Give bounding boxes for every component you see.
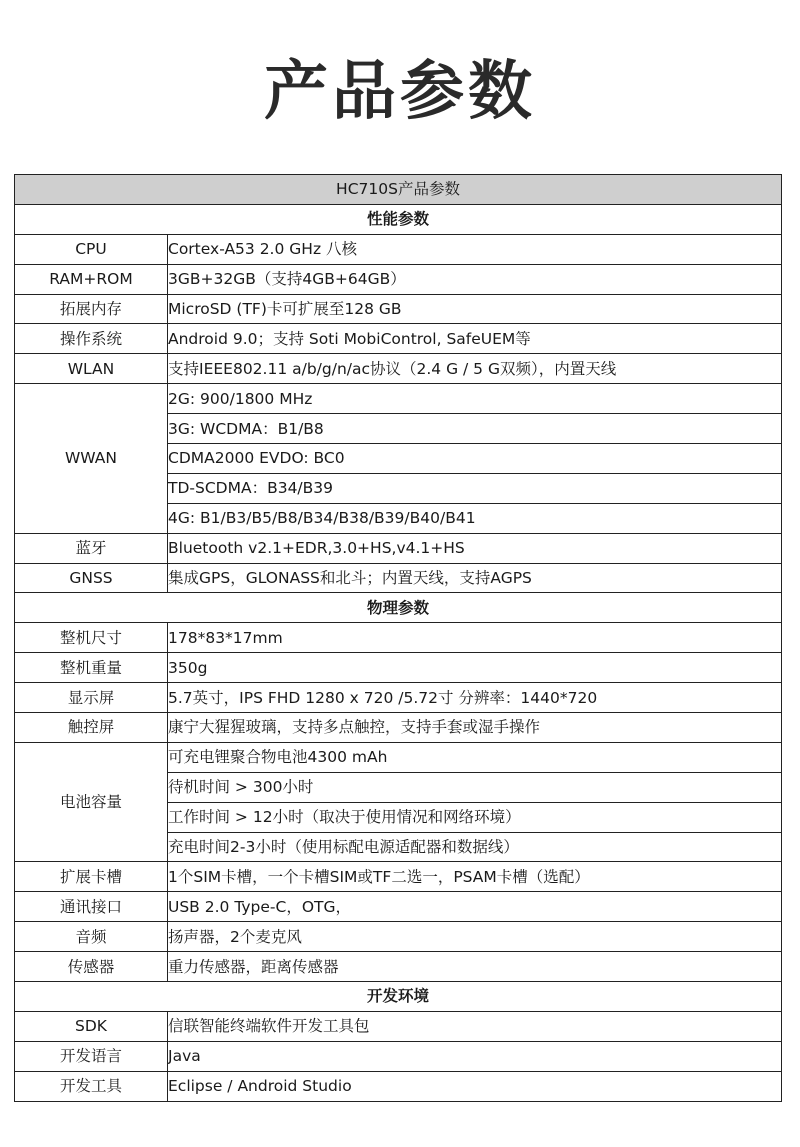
section-header-row (15, 982, 782, 1012)
spec-label: 拓展内存 (15, 294, 168, 324)
spec-value: 5.7英寸，IPS FHD 1280 x 720 /5.72寸 分辨率：1440*720 (168, 683, 782, 713)
spec-label: 开发语言 (15, 1041, 168, 1071)
section-title: 开发环境 (15, 982, 782, 1012)
spec-value: Android 9.0；支持 Soti MobiControl, SafeUEM等 (168, 324, 782, 354)
spec-value: TD-SCDMA：B34/B39 (168, 473, 782, 503)
spec-value: Java (168, 1041, 782, 1071)
spec-value: 重力传感器，距离传感器 (168, 952, 782, 982)
spec-value: 1个SIM卡槽，一个卡槽SIM或TF二选一，PSAM卡槽（选配） (168, 862, 782, 892)
spec-value: Bluetooth v2.1+EDR,3.0+HS,v4.1+HS (168, 533, 782, 563)
spec-table (14, 174, 782, 1102)
spec-value: Cortex-A53 2.0 GHz 八核 (168, 234, 782, 264)
spec-label: 传感器 (15, 952, 168, 982)
spec-label: CPU (15, 234, 168, 264)
spec-label: 电池容量 (15, 742, 168, 862)
table-row (15, 234, 782, 264)
spec-label: 整机尺寸 (15, 623, 168, 653)
table-row (15, 1071, 782, 1101)
spec-value: 待机时间 > 300小时 (168, 772, 782, 802)
spec-value: USB 2.0 Type-C，OTG， (168, 892, 782, 922)
spec-label: WLAN (15, 354, 168, 384)
table-row (15, 294, 782, 324)
spec-value: 4G: B1/B3/B5/B8/B34/B38/B39/B40/B41 (168, 503, 782, 533)
table-row (15, 1041, 782, 1071)
spec-value: 178*83*17mm (168, 623, 782, 653)
spec-label: 扩展卡槽 (15, 862, 168, 892)
spec-value: CDMA2000 EVDO: BC0 (168, 444, 782, 474)
spec-value: 集成GPS，GLONASS和北斗；内置天线，支持AGPS (168, 563, 782, 593)
spec-value: 支持IEEE802.11 a/b/g/n/ac协议（2.4 G / 5 G双频），内置天线 (168, 354, 782, 384)
table-row (15, 952, 782, 982)
table-row (15, 713, 782, 743)
table-row (15, 563, 782, 593)
table-row (15, 533, 782, 563)
page-title: 产品参数 (264, 55, 536, 129)
spec-label: RAM+ROM (15, 264, 168, 294)
spec-label: 音频 (15, 922, 168, 952)
spec-label: 整机重量 (15, 653, 168, 683)
section-header-row (15, 593, 782, 623)
table-title-row (15, 175, 782, 205)
table-row (15, 623, 782, 653)
spec-value: MicroSD (TF)卡可扩展至128 GB (168, 294, 782, 324)
spec-label: 开发工具 (15, 1071, 168, 1101)
spec-value: 2G: 900/1800 MHz (168, 384, 782, 414)
table-row (15, 892, 782, 922)
spec-label: WWAN (15, 384, 168, 533)
table-row (15, 384, 782, 414)
table-row (15, 862, 782, 892)
spec-label: 通讯接口 (15, 892, 168, 922)
spec-label: 蓝牙 (15, 533, 168, 563)
spec-value: 康宁大猩猩玻璃，支持多点触控，支持手套或湿手操作 (168, 713, 782, 743)
section-title: 物理参数 (15, 593, 782, 623)
spec-label: SDK (15, 1011, 168, 1041)
table-row (15, 922, 782, 952)
spec-value: 3GB+32GB（支持4GB+64GB） (168, 264, 782, 294)
table-row (15, 264, 782, 294)
spec-value: 扬声器，2个麦克风 (168, 922, 782, 952)
spec-value: 可充电锂聚合物电池4300 mAh (168, 742, 782, 772)
spec-value: Eclipse / Android Studio (168, 1071, 782, 1101)
spec-label: 触控屏 (15, 713, 168, 743)
table-row (15, 1011, 782, 1041)
spec-label: 显示屏 (15, 683, 168, 713)
table-row (15, 354, 782, 384)
table-row (15, 653, 782, 683)
spec-label: 操作系统 (15, 324, 168, 354)
table-row (15, 742, 782, 772)
table-row (15, 683, 782, 713)
spec-value: 3G: WCDMA：B1/B8 (168, 414, 782, 444)
spec-label: GNSS (15, 563, 168, 593)
spec-value: 充电时间2-3小时（使用标配电源适配器和数据线） (168, 832, 782, 862)
section-header-row (15, 204, 782, 234)
spec-value: 350g (168, 653, 782, 683)
table-row (15, 324, 782, 354)
spec-value: 工作时间 > 12小时（取决于使用情况和网络环境） (168, 802, 782, 832)
spec-value: 信联智能终端软件开发工具包 (168, 1011, 782, 1041)
table-title: HC710S产品参数 (15, 175, 782, 205)
section-title: 性能参数 (15, 204, 782, 234)
